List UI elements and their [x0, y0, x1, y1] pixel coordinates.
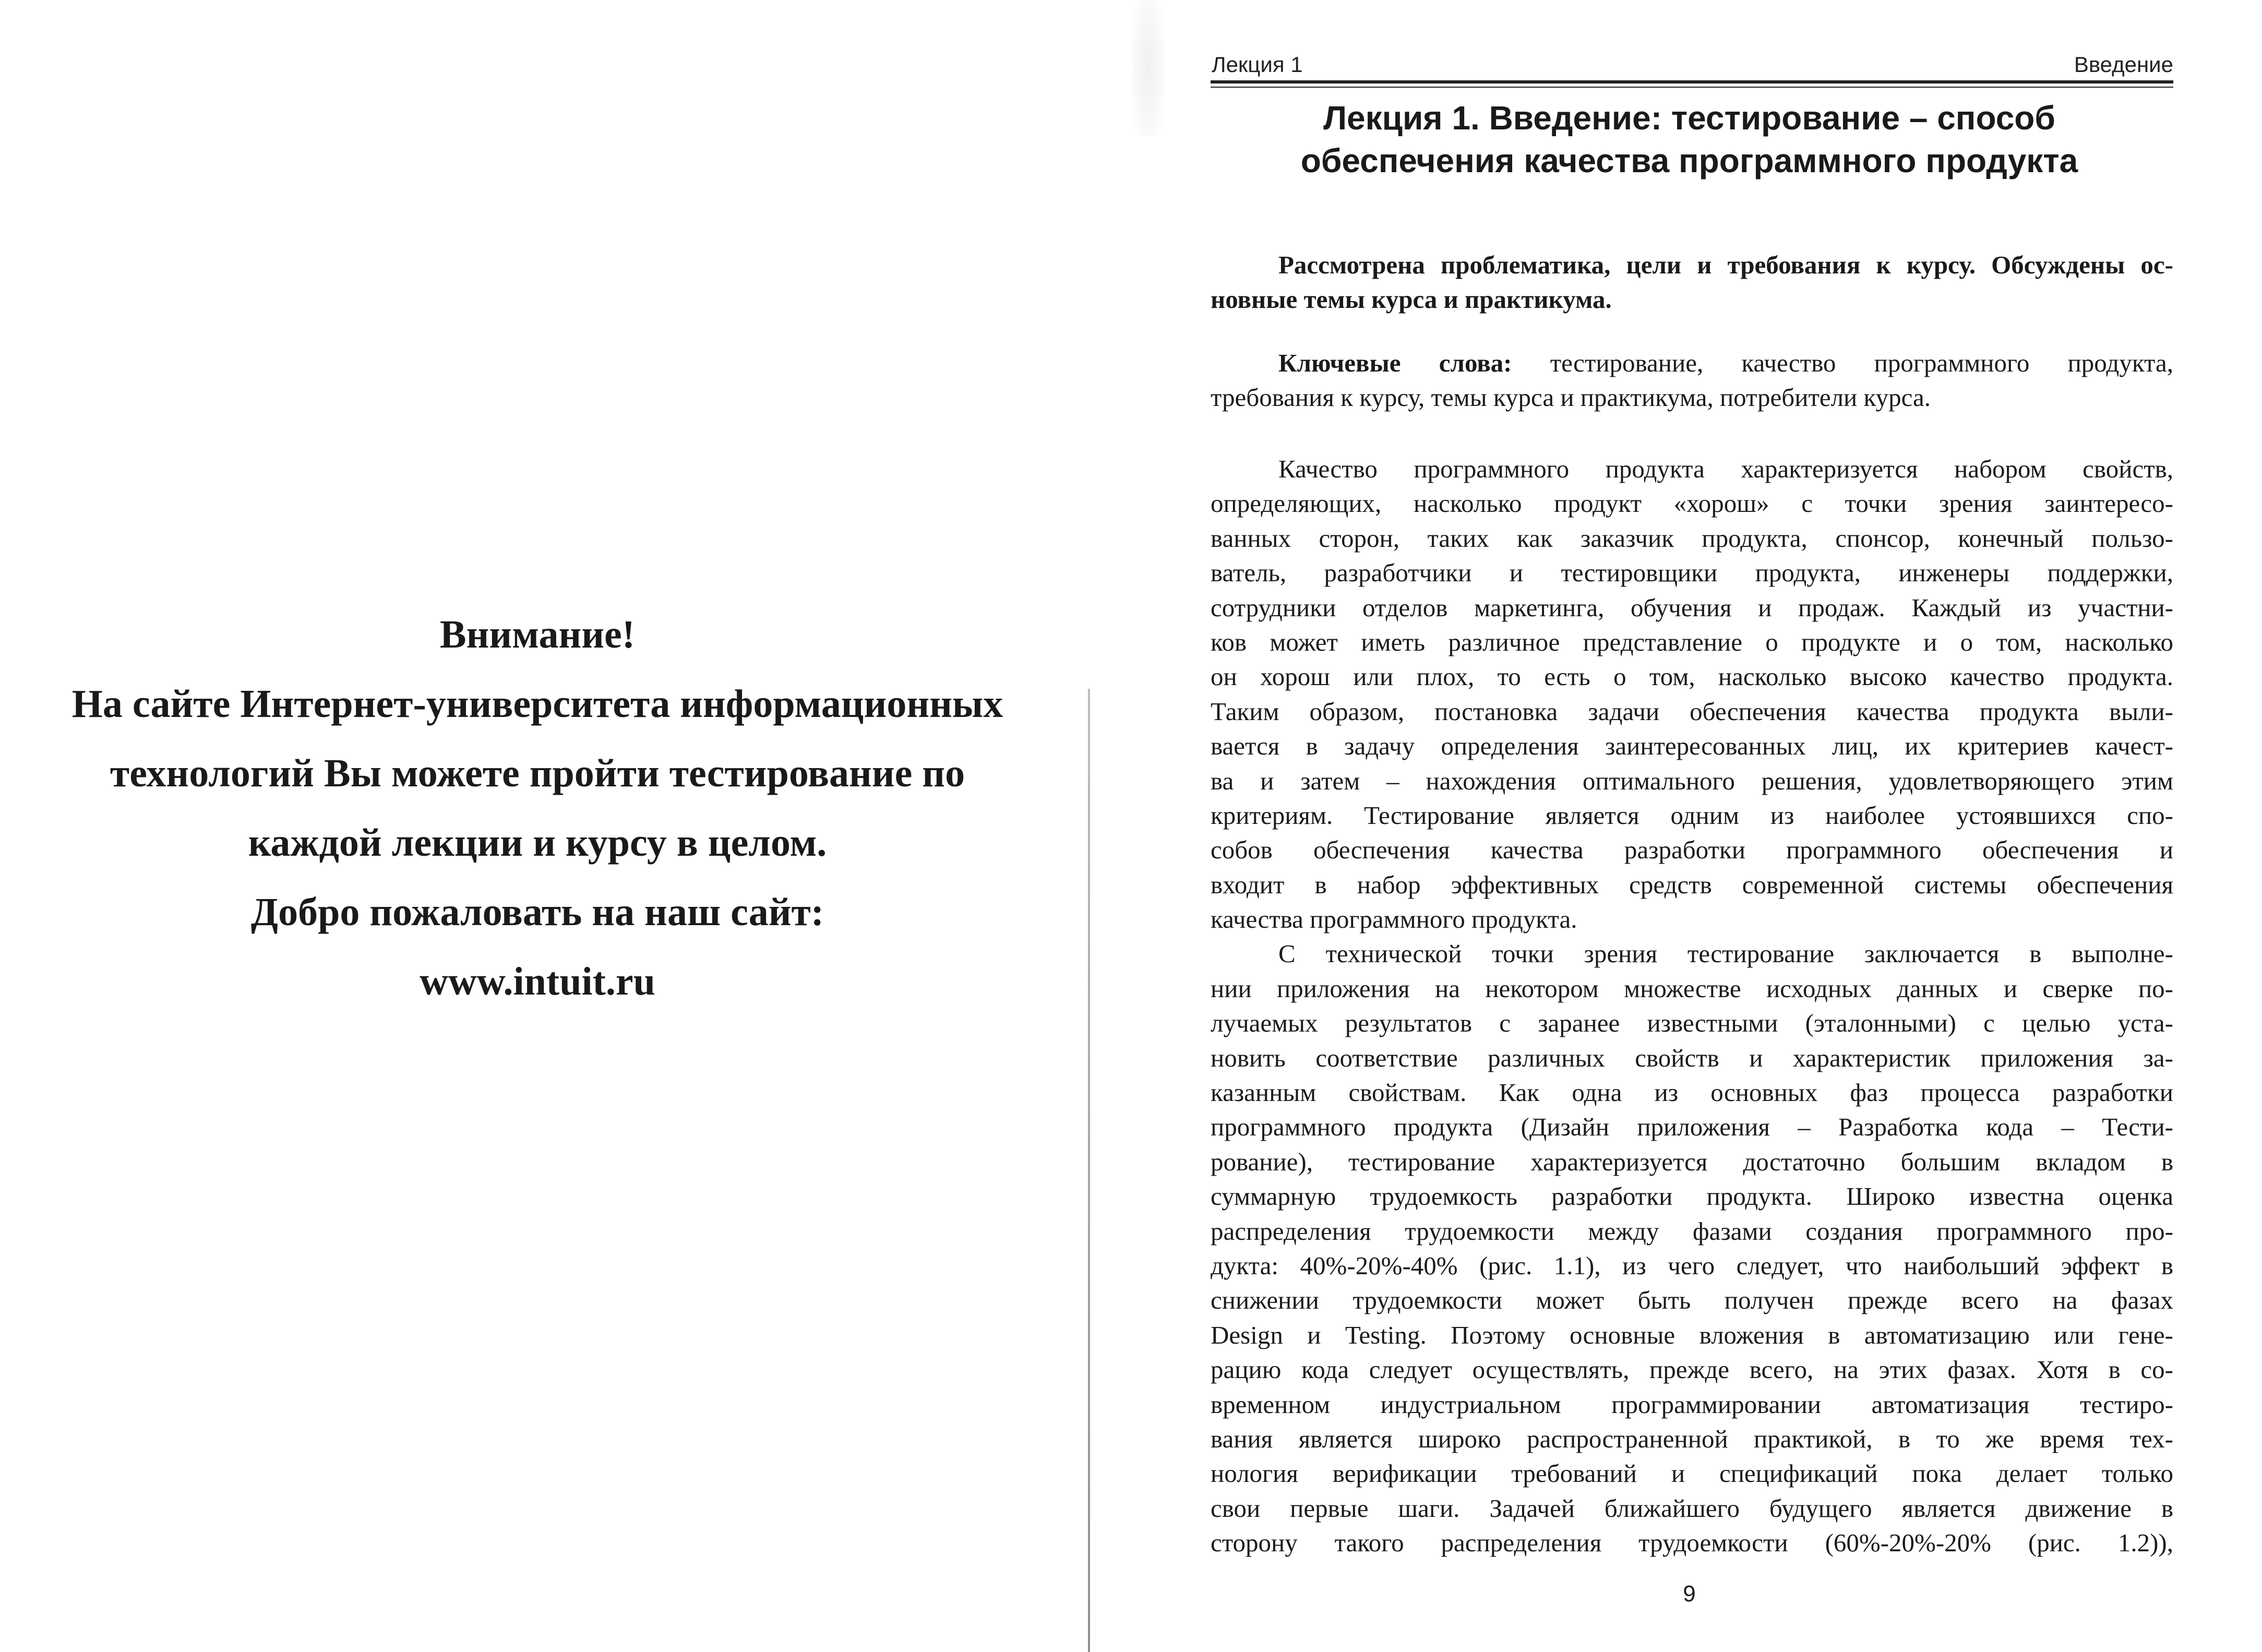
running-head: [1205, 52, 2173, 78]
body-line: рование), тестирование характеризуется достаточно большим вкладом в: [1211, 1147, 2173, 1176]
body-line: Design и Testing. Поэтому основные вложения в автоматизацию или гене-: [1211, 1320, 2173, 1349]
body-line: собов обеспечения качества разработки программного обеспечения и: [1211, 835, 2173, 865]
notice-heading: Внимание!: [439, 613, 636, 656]
body-line: Таким образом, постановка задачи обеспечения качества продукта выли-: [1211, 697, 2173, 726]
right-page: [1205, 0, 2173, 1652]
site-url[interactable]: www.intuit.ru: [420, 960, 655, 1003]
abstract-line: Рассмотрена проблематика, цели и требования к курсу. Обсуждены ос-: [1278, 250, 2173, 279]
body-line: ванных сторон, таких как заказчик продукта, спонсор, конечный пользо-: [1211, 523, 2173, 553]
title-line: обеспечения качества программного продукта: [1300, 142, 2078, 179]
scan-smudge: [1132, 0, 1164, 136]
lecture-title: [1205, 97, 2173, 182]
notice-line: каждой лекции и курсу в целом.: [248, 821, 827, 865]
site-notice: [0, 600, 1075, 1016]
keywords-label: Ключевые слова:: [1278, 349, 1512, 377]
abstract: [1211, 248, 2173, 317]
body-line: сотрудники отделов маркетинга, обучения и продаж. Каждый из участни-: [1211, 593, 2173, 622]
body-line: рацию кода следует осуществлять, прежде всего, на этих фазах. Хотя в со-: [1211, 1355, 2173, 1384]
body-line: нии приложения на некотором множестве исходных данных и сверке по-: [1211, 974, 2173, 1003]
body-line: сторону такого распределения трудоемкости (60%-20%-20% (рис. 1.2)),: [1211, 1528, 2173, 1558]
body-line: нология верификации требований и спецификаций пока делает только: [1211, 1459, 2173, 1488]
title-line: Лекция 1. Введение: тестирование – способ: [1323, 99, 2055, 137]
body-line: он хорош или плох, то есть о том, насколько высоко качество продукта.: [1211, 662, 2173, 691]
body-line: определяющих, насколько продукт «хорош» с точки зрения заинтересо-: [1211, 489, 2173, 518]
page-number: 9: [1683, 1581, 1696, 1607]
body-line: качества программного продукта.: [1211, 905, 1577, 934]
keywords: [1211, 346, 2173, 415]
body-line: распределения трудоемкости между фазами создания программного про-: [1211, 1216, 2173, 1246]
body-line: входит в набор эффективных средств современной системы обеспечения: [1211, 870, 2173, 899]
body-line: дукта: 40%-20%-40% (рис. 1.1), из чего следует, что наибольший эффект в: [1211, 1251, 2173, 1280]
body-text: [1211, 452, 2173, 1561]
notice-line: Добро пожаловать на наш сайт:: [250, 890, 824, 934]
body-line: казанным свойствам. Как одна из основных фаз процесса разработки: [1211, 1078, 2173, 1107]
body-line: критериям. Тестирование является одним из наиболее устоявшихся спо-: [1211, 800, 2173, 830]
header-rule-thin: [1211, 87, 2173, 88]
body-line: С технической точки зрения тестирование заключается в выполне-: [1278, 939, 2173, 968]
body-line: вания является широко распространенной практикой, в то же время тех-: [1211, 1424, 2173, 1453]
body-line: ков может иметь различное представление о продукте и о том, насколько: [1211, 627, 2173, 656]
keywords-line: [1211, 346, 2173, 380]
body-line: свои первые шаги. Задачей ближайшего будущего является движение в: [1211, 1493, 2173, 1523]
body-line: снижении трудоемкости может быть получен прежде всего на фазах: [1211, 1286, 2173, 1315]
abstract-line: новные темы курса и практикума.: [1211, 285, 1612, 314]
body-line: вается в задачу определения заинтересованных лиц, их критериев качест-: [1211, 732, 2173, 761]
page-gutter-line: [1088, 689, 1090, 1652]
notice-line: технологий Вы можете пройти тестирование по: [110, 751, 965, 795]
running-head-right: Введение: [2074, 52, 2173, 77]
body-line: временном индустриальном программировании автоматизация тестиро-: [1211, 1390, 2173, 1419]
body-line: ва и затем – нахождения оптимального решения, удовлетворяющего этим: [1211, 766, 2173, 795]
body-line: ватель, разработчики и тестировщики продукта, инженеры поддержки,: [1211, 558, 2173, 588]
body-line: новить соответствие различных свойств и характеристик приложения за-: [1211, 1043, 2173, 1072]
keywords-text: тестирование, качество программного продукта,: [1512, 349, 2173, 377]
notice-line: На сайте Интернет-университета информационных: [71, 682, 1003, 726]
header-rule-thick: [1211, 80, 2173, 83]
running-head-left: Лекция 1: [1212, 52, 1303, 77]
body-line: лучаемых результатов с заранее известными (эталонными) с целью уста-: [1211, 1009, 2173, 1038]
keywords-line: требования к курсу, темы курса и практикума, потребители курса.: [1211, 383, 1931, 412]
body-line: Качество программного продукта характеризуется набором свойств,: [1278, 454, 2173, 483]
body-line: программного продукта (Дизайн приложения – Разработка кода – Тести-: [1211, 1112, 2173, 1142]
left-page: [0, 0, 1091, 1652]
body-line: суммарную трудоемкость разработки продукта. Широко известна оценка: [1211, 1182, 2173, 1211]
